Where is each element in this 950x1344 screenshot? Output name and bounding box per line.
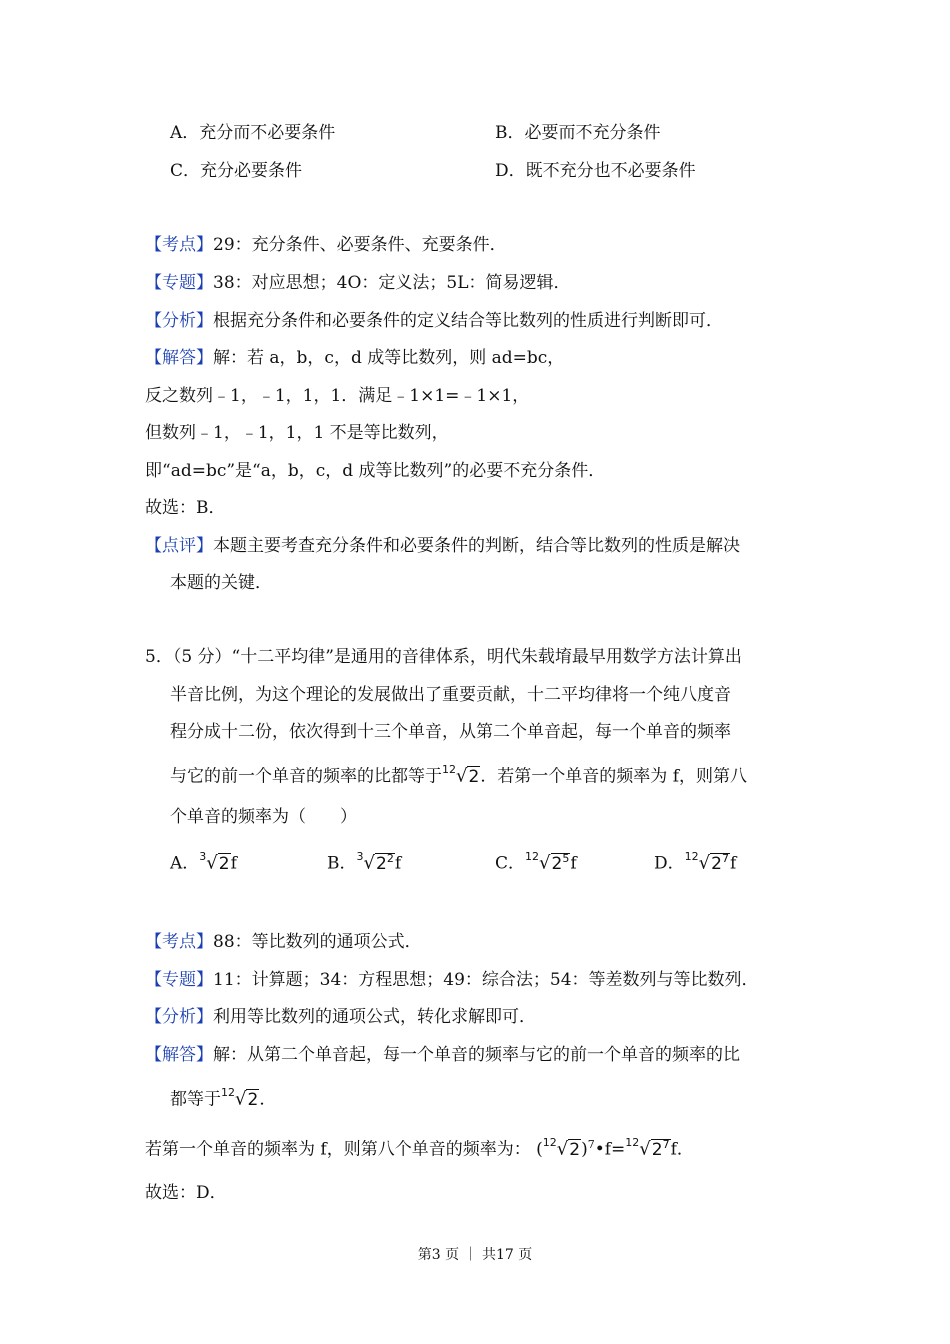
zhuanti-tag: 【专题】 (145, 970, 213, 990)
radical-12-2-pow-5: $^{12}√2^5$ (525, 850, 570, 874)
a5-zhuanti (145, 969, 759, 991)
q5-line-3: 程分成十二份，依次得到十三个单音，从第二个单音起，每一个单音的频率 (170, 722, 731, 742)
q5-option-c: C．$^{12}√2^5f$ (495, 848, 577, 877)
a4-dianping-2: 本题的关键． (170, 573, 272, 593)
radical-12-2: $^{12}$√2 (221, 1086, 259, 1110)
q4-option-a: A．充分而不必要条件 (170, 123, 336, 143)
radical-12-2-pow-7: $^{12}√2^7$ (625, 1136, 670, 1160)
fenxi-tag: 【分析】 (145, 311, 213, 331)
q5-option-d: D．$^{12}√2^7f$ (654, 848, 736, 877)
zhuanti-tag: 【专题】 (145, 273, 213, 293)
radical-12-2: $^{12}$√2 (542, 1136, 581, 1160)
kaodian-text: 29：充分条件、必要条件、充要条件． (213, 235, 507, 255)
kaodian-text: 88：等比数列的通项公式． (213, 932, 422, 952)
a4-kaodian (145, 234, 507, 256)
q5-line-2: 半音比例，为这个理论的发展做出了重要贡献，十二平均律将一个纯八度音 (170, 685, 731, 705)
page-footer: 第3 页 ｜ 共17 页 (417, 1247, 533, 1263)
q5-line-4 (170, 761, 747, 788)
q4-option-d: D．既不充分也不必要条件 (495, 161, 696, 181)
radical-3-2: $^3$√2 (199, 850, 230, 874)
q5-line-1: 5．（5 分）“十二平均律”是通用的音律体系，明代朱载堉最早用数学方法计算出 (145, 647, 742, 667)
jieda-text-1: 解：从第二个单音起，每一个单音的频率与它的前一个单音的频率的比 (213, 1045, 740, 1065)
q5-line-5: 个单音的频率为（ ） (170, 807, 357, 827)
a4-jieda-3: 但数列﹣1，﹣1，1，1 不是等比数列， (145, 423, 449, 443)
fenxi-text: 利用等比数列的通项公式，转化求解即可． (213, 1007, 536, 1027)
radical-3-2-pow-2: $^3√2^2$ (356, 850, 394, 874)
radical-12-2-pow-7: $^{12}√2^7$ (684, 850, 729, 874)
kaodian-tag: 【考点】 (145, 235, 213, 255)
dianping-text-1: 本题主要考查充分条件和必要条件的判断，结合等比数列的性质是解决 (213, 536, 740, 556)
a5-jieda-3: 若第一个单音的频率为 f，则第八个单音的频率为： $(^{12}√2)^7•f=^{12}√2^7f$． (145, 1134, 694, 1163)
jieda-tag: 【解答】 (145, 348, 213, 368)
a4-zhuanti (145, 272, 571, 294)
a4-guxuan: 故选：B． (145, 498, 226, 518)
radical-12-2: $^{12}$√2 (442, 763, 480, 787)
a4-jieda (145, 347, 564, 369)
kaodian-tag: 【考点】 (145, 932, 213, 952)
dianping-tag: 【点评】 (145, 536, 213, 556)
a5-jieda (145, 1044, 740, 1066)
a5-kaodian (145, 931, 422, 953)
fenxi-text: 根据充分条件和必要条件的定义结合等比数列的性质进行判断即可． (213, 311, 723, 331)
q4-option-b: B．必要而不充分条件 (495, 123, 661, 143)
fenxi-tag: 【分析】 (145, 1007, 213, 1027)
jieda-text-1: 解：若 a，b，c，d 成等比数列，则 ad=bc， (213, 348, 565, 368)
a4-fenxi (145, 310, 723, 332)
a5-guxuan: 故选：D． (145, 1183, 227, 1203)
a5-fenxi (145, 1006, 536, 1028)
a4-jieda-4: 即“ad=bc”是“a，b，c，d 成等比数列”的必要不充分条件． (145, 461, 606, 481)
zhuanti-text: 11：计算题；34：方程思想；49：综合法；54：等差数列与等比数列． (213, 970, 759, 990)
q5-option-b: B．$^3√2^2f$ (327, 848, 401, 877)
zhuanti-text: 38：对应思想；4O：定义法；5L：简易逻辑． (213, 273, 571, 293)
a4-jieda-2: 反之数列﹣1，﹣1，1，1．满足﹣1×1=﹣1×1， (145, 386, 530, 406)
q5-line-4a: 与它的前一个单音的频率的比都等于 (170, 766, 442, 787)
jieda-tag: 【解答】 (145, 1045, 213, 1065)
q4-option-c: C．充分必要条件 (170, 161, 303, 181)
a4-dianping (145, 535, 740, 557)
q5-line-4b: ．若第一个单音的频率为 f，则第八 (480, 766, 748, 787)
a5-jieda-2: 都等于$^{12}$√2． (170, 1086, 277, 1110)
q5-option-a: A．$^3$√2f (170, 850, 237, 874)
